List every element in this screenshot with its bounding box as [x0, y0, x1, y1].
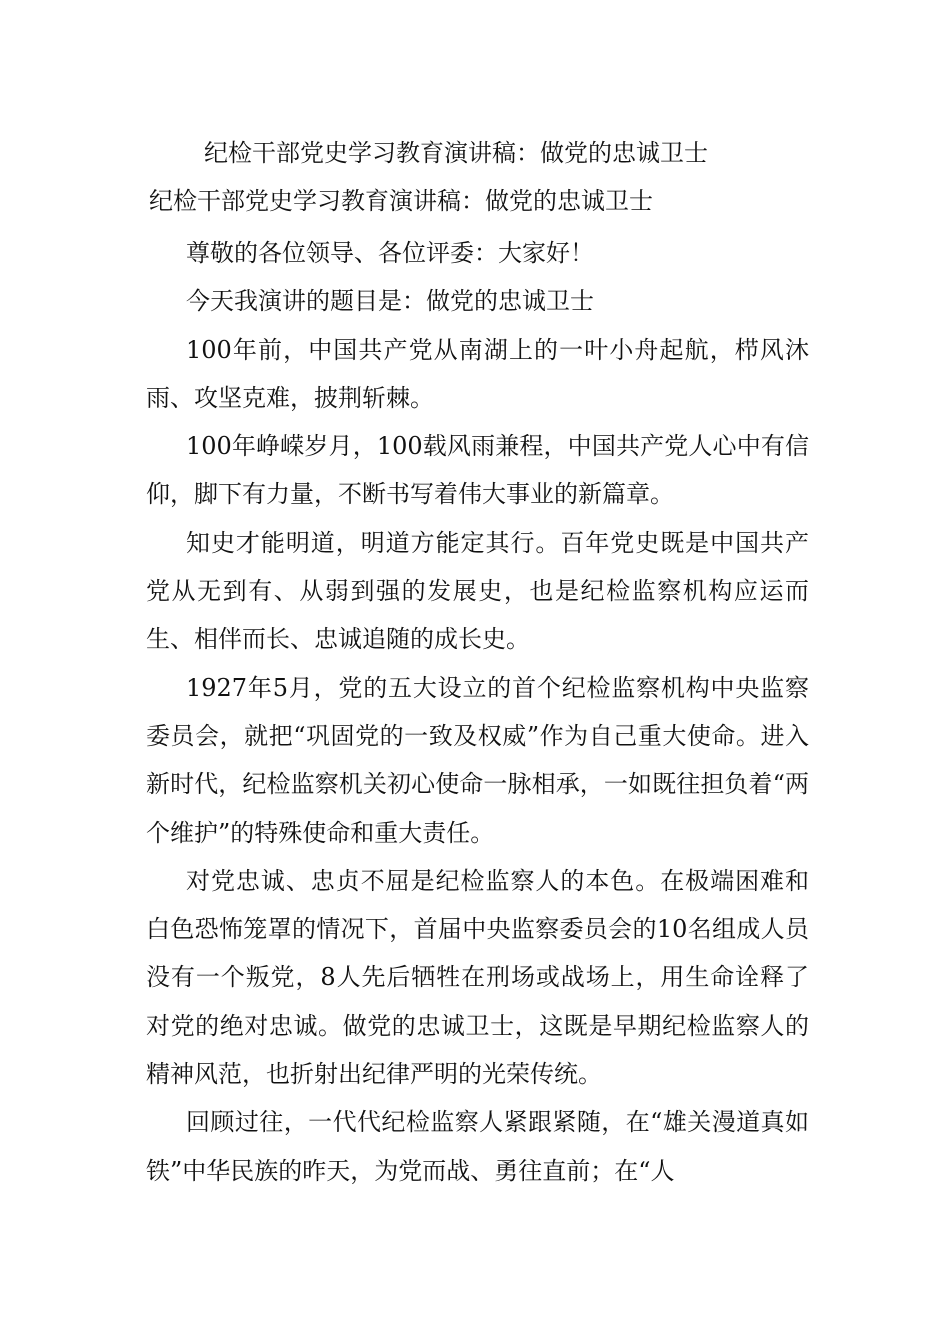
paragraph: 1927年5月，党的五大设立的首个纪检监察机构中央监察委员会，就把“巩固党的一致及权威”作为自己重大使命。进入新时代，纪检监察机关初心使命一脉相承，一如既往担负着“两个维护”的特殊使命和重大责任。: [146, 673, 809, 847]
paragraph: 100年峥嵘岁月，100载风雨兼程，中国共产党人心中有信仰，脚下有力量，不断书写着伟大事业的新篇章。: [146, 432, 809, 509]
paragraph: 回顾过往，一代代纪检监察人紧跟紧随，在“雄关漫道真如铁”中华民族的昨天，为党而战、勇往直前；在“人: [146, 1108, 809, 1185]
document-subtitle: 纪检干部党史学习教育演讲稿：做党的忠诚卫士: [149, 187, 653, 215]
paragraph: 对党忠诚、忠贞不屈是纪检监察人的本色。在极端困难和白色恐怖笼罩的情况下，首届中央监察委员会的10名组成人员没有一个叛党，8人先后牺牲在刑场或战场上，用生命诠释了对党的绝对忠诚。做党的忠诚卫士，这既是早期纪检监察人的精神风范，也折射出纪律严明的光荣传统。: [146, 866, 809, 1089]
paragraph: 100年前，中国共产党从南湖上的一叶小舟起航，栉风沐雨、攻坚克难，披荆斩棘。: [146, 335, 809, 412]
paragraph-greeting: 尊敬的各位领导、各位评委：大家好！: [186, 239, 594, 267]
paragraph: 知史才能明道，明道方能定其行。百年党史既是中国共产党从无到有、从弱到强的发展史，也是纪检监察机构应运而生、相伴而长、忠诚追随的成长史。: [146, 528, 809, 654]
document-body: [146, 229, 809, 1195]
paragraph-topic: 今天我演讲的题目是：做党的忠诚卫士: [186, 287, 594, 316]
document-title: 纪检干部党史学习教育演讲稿：做党的忠诚卫士: [204, 139, 708, 167]
